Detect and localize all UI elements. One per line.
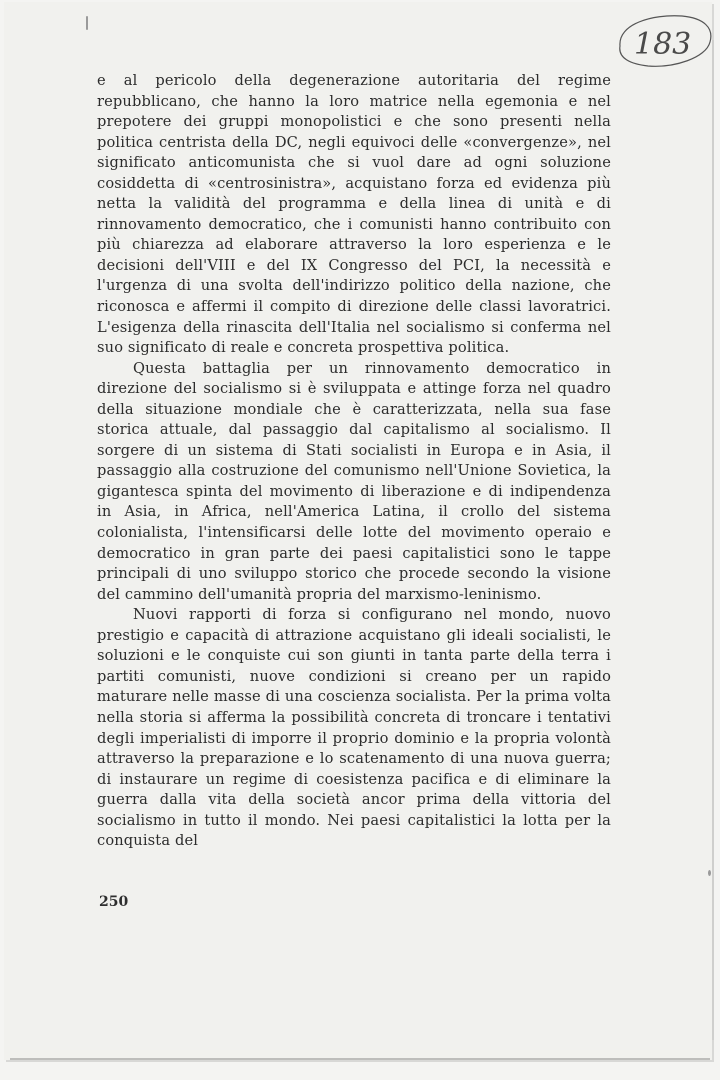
handwritten-circle-graphic xyxy=(612,12,716,70)
paragraph-1: e al pericolo della degenerazione autoritaria del regime repubblicano, che hanno la loro matrice nella egemonia e nel prepotere dei gruppi monopolistici e che sono presenti nella politica centrista della DC, negli equivoci delle «convergenze», nel significato anticomunista che si vuol dare ad ogni soluzione cosiddetta di «centrosinistra», acquistano forza ed evidenza più netta la validità del programma e della linea di unità e di rinnovamento democratico, che i comunisti hanno contribuito con più chiarezza ad elaborare attraverso la loro esperienza e le decisioni dell'VIII e del IX Congresso del PCI, la necessità e l'urgenza di una svolta dell'indirizzo politico della nazione, che riconosca e affermi il compito di direzione delle classi lavoratrici. L'esigenza della rinascita dell'Italia nel socialismo si conferma nel suo significato di reale e concreta prospettiva politica. xyxy=(97,72,611,357)
sheet-right-edge xyxy=(712,40,714,1040)
paragraph-2: Questa battaglia per un rinnovamento democratico in direzione del socialismo si è sviluppata e attinge forza nel quadro della situazione mondiale che è caratterizzata, nella sua fase storica attuale, dal passaggio dal capitalismo al socialismo. Il sorgere di un sistema di Stati socialisti in Europa e in Asia, il passaggio alla costruzione del comunismo nell'Unione Sovietica, la gigantesca spinta del movimento di liberazione e di indipendenza in Asia, in Africa, nell'America Latina, il crollo del sistema colonialista, l'intensificarsi delle lotte del movimento operaio e democratico in gran parte dei paesi capitalistici sono le tappe principali di uno sviluppo storico che procede secondo la visione del cammino dell'umanità propria del marxismo-leninismo. xyxy=(97,359,611,603)
scan-speck xyxy=(708,870,711,876)
handwritten-number-text: 183 xyxy=(634,27,692,62)
scan-speck xyxy=(86,16,88,30)
printed-page-number: 250 xyxy=(99,894,129,910)
handwritten-page-number xyxy=(612,12,716,70)
sheet-bottom-edge xyxy=(10,1058,710,1060)
body-text xyxy=(97,71,611,852)
paragraph-3: Nuovi rapporti di forza si configurano nel mondo, nuovo prestigio e capacità di attrazione acquistano gli ideali socialisti, le soluzioni e le conquiste cui son giunti in tanta parte della terra i partiti comunisti, nuove condizioni si creano per un rapido maturare nelle masse di una coscienza socialista. Per la prima volta nella storia si afferma la possibilità concreta di troncare i tentativi degli imperialisti di imporre il proprio dominio e la propria volontà attraverso la preparazione e lo scatenamento di una nuova guerra; di instaurare un regime di coesistenza pacifica e di eliminare la guerra dalla vita della società ancor prima della vittoria del socialismo in tutto il mondo. Nei paesi capitalistici la lotta per la conquista del xyxy=(97,606,611,850)
